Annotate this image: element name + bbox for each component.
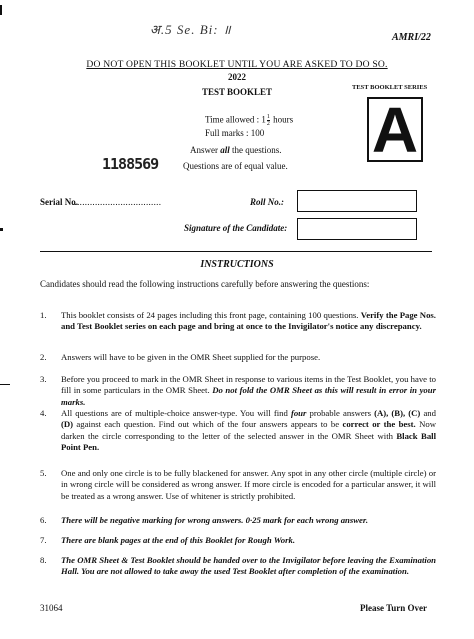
time-unit: hours bbox=[273, 114, 294, 125]
instruction-number: 5. bbox=[40, 468, 47, 478]
instruction-number: 7. bbox=[40, 535, 47, 545]
time-allowed bbox=[205, 114, 293, 127]
instruction-text-span: Black Ball Point Pen. bbox=[61, 430, 436, 453]
instruction-text-span: Do not fold the OMR Sheet as this will result in error in your marks. bbox=[61, 385, 436, 407]
instruction-text-span: All questions are of multiple-choice answer-type. You will find bbox=[61, 408, 291, 418]
full-marks: Full marks : 100 bbox=[205, 128, 265, 138]
time-fraction bbox=[267, 114, 270, 127]
instruction-item bbox=[40, 535, 436, 546]
serial-no-dotted-line: ................................... bbox=[72, 197, 162, 207]
roll-no-field[interactable] bbox=[297, 190, 417, 212]
instruction-text-span: There will be negative marking for wrong answers. 0·25 mark for each wrong answer. bbox=[61, 515, 368, 525]
series-label: TEST BOOKLET SERIES bbox=[352, 84, 428, 91]
instruction-text bbox=[61, 352, 436, 363]
instruction-item bbox=[40, 310, 436, 333]
instruction-item bbox=[40, 374, 436, 408]
instruction-text-span: correct or the best. bbox=[342, 419, 416, 430]
instruction-number: 4. bbox=[40, 408, 47, 418]
instruction-item bbox=[40, 352, 436, 363]
instruction-number: 2. bbox=[40, 352, 47, 362]
instructions-intro: Candidates should read the following instructions carefully before answering the questions: bbox=[40, 279, 370, 289]
time-fraction-numerator: 1 bbox=[266, 114, 270, 120]
instruction-item bbox=[40, 468, 436, 502]
instructions-title: INSTRUCTIONS bbox=[200, 259, 274, 270]
handwritten-note: अ.5 Se. Bi: ॥ bbox=[150, 22, 232, 37]
instruction-number: 6. bbox=[40, 515, 47, 525]
instruction-item bbox=[40, 515, 436, 526]
instruction-text-span: four bbox=[290, 408, 307, 418]
instruction-text-span: probable answers bbox=[306, 408, 375, 418]
scan-mark bbox=[0, 384, 10, 385]
signature-field[interactable] bbox=[297, 218, 417, 240]
answer-emphasis: all bbox=[220, 145, 230, 155]
instruction-text bbox=[61, 408, 436, 454]
instruction-text-span: Answers will have to be given in the OMR Sheet supplied for the purpose. bbox=[61, 352, 321, 362]
instruction-text-span: The OMR Sheet & Test Booklet should be handed over to the Invigilator before leaving the Examination Hall. You are not allowed to take away the used Test Booklet after completion of the examination. bbox=[61, 555, 436, 577]
instruction-text-span: (A), (B), (C) bbox=[374, 408, 421, 418]
scan-mark bbox=[0, 5, 2, 15]
signature-label: Signature of the Candidate: bbox=[184, 223, 288, 233]
time-fraction-denominator: 2 bbox=[266, 121, 270, 127]
scan-mark bbox=[0, 228, 3, 231]
divider bbox=[40, 251, 432, 252]
instruction-text bbox=[61, 535, 436, 546]
instruction-number: 3. bbox=[40, 374, 47, 384]
instruction-text-span: Verify the Page Nos. and Test Booklet series on each page and bring at once to the Invigilator's notice any discrepancy. bbox=[61, 310, 436, 332]
instruction-text-span: This booklet consists of 24 pages including this front page, containing 100 questions. bbox=[61, 310, 361, 320]
instruction-text bbox=[61, 374, 436, 408]
please-turn-over: Please Turn Over bbox=[360, 603, 427, 613]
roll-no-label: Roll No.: bbox=[250, 197, 285, 207]
answer-all-note bbox=[190, 145, 282, 155]
instruction-text bbox=[61, 310, 436, 333]
instruction-text bbox=[61, 468, 436, 502]
instruction-item bbox=[40, 408, 436, 454]
answer-prefix: Answer bbox=[190, 145, 218, 155]
serial-stamp: 1188569 bbox=[102, 155, 159, 173]
instruction-text-span: against each question. Find out which of the four answers appears to be bbox=[73, 419, 343, 430]
instruction-text-span: There are blank pages at the end of this Booklet for Rough Work. bbox=[61, 535, 296, 545]
instruction-text-span: One and only one circle is to be fully blackened for answer. Any spot in any other circle (multiple circle) or in wrong circle will be considered as wrong answer. If more circle is encoded for a particular answer, it will be treated as a wrong answer. Use of whitener is strictly prohibited. bbox=[61, 468, 436, 501]
booklet-code: AMRI/22 bbox=[392, 32, 431, 43]
time-allowed-label: Time allowed : 1 bbox=[205, 114, 266, 125]
instruction-number: 1. bbox=[40, 310, 47, 320]
exam-year: 2022 bbox=[228, 72, 246, 82]
instruction-number: 8. bbox=[40, 555, 47, 565]
instruction-item bbox=[40, 555, 436, 578]
instruction-text-span: and bbox=[420, 408, 436, 418]
series-letter-box: A bbox=[367, 97, 423, 162]
do-not-open-banner: DO NOT OPEN THIS BOOKLET UNTIL YOU ARE ASKED TO DO SO. bbox=[86, 59, 388, 70]
footer-code: 31064 bbox=[40, 603, 63, 613]
booklet-title: TEST BOOKLET bbox=[201, 87, 273, 97]
instruction-text bbox=[61, 555, 436, 578]
instruction-text-span: Before you proceed to mark in the OMR Sheet in response to various items in the Test Booklet, you have to fill in some particulars in the OMR Sheet. bbox=[61, 374, 436, 396]
instruction-text bbox=[61, 515, 436, 526]
instruction-text-span: (D) bbox=[61, 419, 74, 430]
answer-suffix: the questions. bbox=[232, 145, 282, 155]
serial-no-label: Serial No. bbox=[40, 197, 78, 207]
instruction-text-span: Now darken the circle corresponding to the letter of the selected answer in the OMR Sheet with bbox=[61, 419, 436, 441]
equal-value-note: Questions are of equal value. bbox=[183, 161, 288, 171]
